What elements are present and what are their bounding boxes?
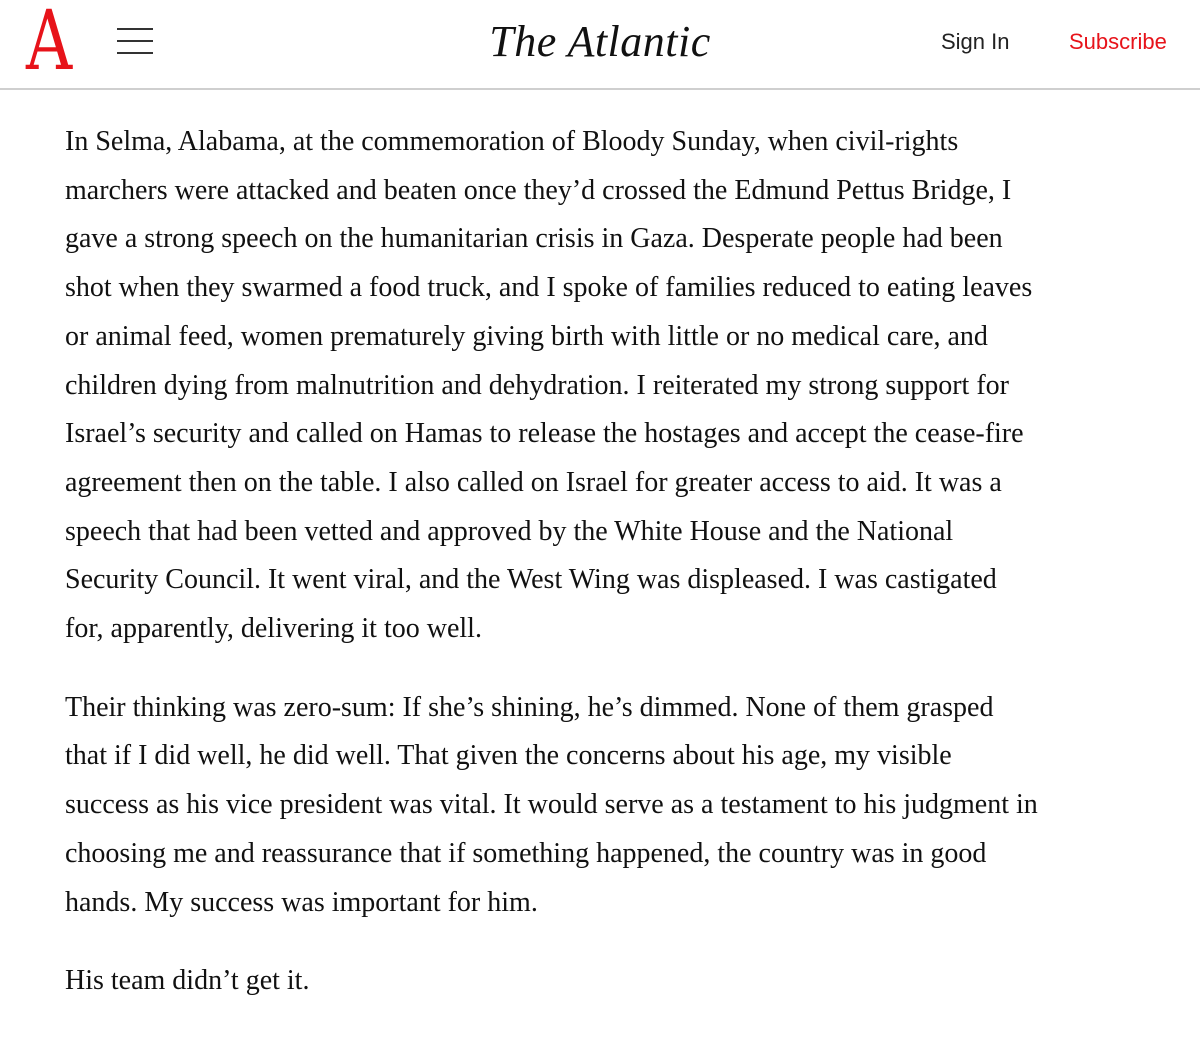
site-header [0,0,1200,90]
article-body [65,118,1150,1036]
article-paragraph: His team didn’t get it. [65,965,310,997]
masthead-title[interactable]: The Atlantic [489,17,711,66]
sign-in-link[interactable]: Sign In [941,29,1010,54]
subscribe-link[interactable]: Subscribe [1069,29,1167,54]
hamburger-menu-icon[interactable] [113,22,157,62]
atlantic-logo[interactable]: A [26,0,73,89]
article-paragraph: In Selma, Alabama, at the commemoration of Bloody Sunday, when civil-rights marchers were attacked and beaten once they’d crossed the Edmund Pettus Bridge, I gave a strong speech on the humanitarian crisis in Gaza. Desperate people had been shot when they swarmed a food truck, and I spoke of families reduced to eating leaves or animal feed, women prematurely giving birth with little or no medical care, and children dying from malnutrition and dehydration. I reiterated my strong support for Israel’s security and called on Hamas to release the hostages and accept the cease-fire agreement then on the table. I also called on Israel for greater access to aid. It was a speech that had been vetted and approved by the White House and the National Security Council. It went viral, and the West Wing was displeased. I was castigated for, apparently, delivering it too well. [65,126,1033,645]
menu-line [117,52,153,54]
menu-line [117,40,153,42]
article-paragraph: Their thinking was zero-sum: If she’s shining, he’s dimmed. None of them grasped that if I did well, he did well. That given the concerns about his age, my visible success as his vice president was vital. It would serve as a testament to his judgment in choosing me and reassurance that if something happened, the country was in good hands. My success was important for him. [65,691,1038,918]
menu-line [117,28,153,30]
